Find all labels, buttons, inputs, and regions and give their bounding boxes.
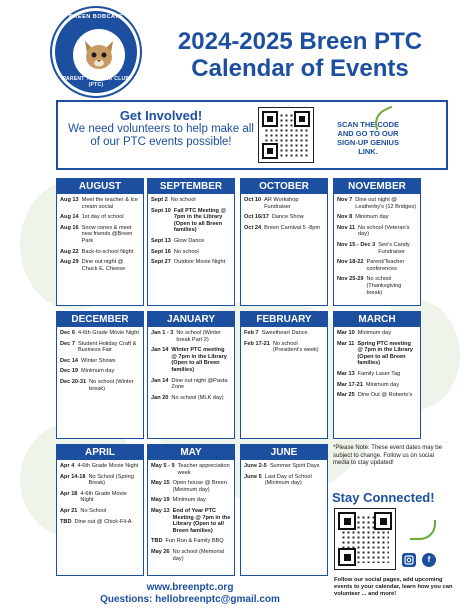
event-item (60, 491, 140, 504)
event-date: Dec 19 (60, 368, 79, 375)
month-header: MARCH (334, 312, 420, 327)
event-text: No school (MLK day) (171, 394, 224, 401)
event-date: Dec 7 (60, 340, 75, 347)
event-text: Dine Out @ Roberto's (357, 392, 413, 399)
event-date: Mar 10 (337, 330, 355, 336)
event-date: Jan 14 (151, 347, 169, 354)
instagram-icon[interactable] (402, 553, 416, 567)
event-item (60, 330, 140, 337)
event-text: Minimum day (355, 214, 389, 221)
event-item (60, 379, 140, 392)
month-header: FEBRUARY (241, 312, 327, 327)
qr-finder (294, 111, 310, 127)
event-item (151, 538, 231, 545)
event-date: Aug 13 (60, 197, 79, 203)
event-date: June 5 (244, 473, 262, 480)
month-header: SEPTEMBER (148, 179, 234, 194)
event-date: Nov 15 - Dec 3 (337, 241, 376, 248)
ptc-logo (52, 8, 140, 96)
event-date: Apr 18 (60, 490, 78, 497)
event-item (244, 463, 324, 470)
month-events (334, 327, 420, 406)
event-date: Dec 20-31 (60, 378, 87, 385)
event-item (60, 225, 140, 245)
month-events (241, 460, 327, 494)
event-date: May 26 (151, 548, 170, 555)
bobcat-mascot-icon (73, 29, 125, 81)
event-text: Outdoor Movie Night (173, 259, 226, 266)
qr-finder (262, 111, 278, 127)
event-item (60, 214, 140, 221)
event-text: No school (Winter break Part 2) (176, 330, 221, 343)
qr-finder (374, 512, 392, 530)
event-date: Feb 7 (244, 330, 259, 336)
event-date: Nov 8 (337, 214, 353, 221)
event-text: 4-6th Grade Movie Night (77, 463, 139, 469)
event-date: Oct 24 (244, 224, 262, 231)
event-text: No School (80, 507, 107, 514)
event-text: 1st day of school (81, 214, 124, 221)
website-link[interactable]: www.breenptc.org (146, 582, 234, 593)
event-date: Jan 1 - 3 (151, 330, 174, 336)
event-date: Nov 18-22 (337, 259, 364, 266)
month-may (147, 444, 235, 576)
logo-top-text: BREEN BOBCATS (68, 14, 124, 20)
event-item (337, 276, 417, 296)
month-events (148, 194, 234, 273)
month-december (56, 311, 144, 439)
event-date: Dec 6 (60, 330, 75, 336)
month-events (148, 327, 234, 408)
event-date: Aug 22 (60, 248, 79, 255)
event-item (151, 378, 231, 391)
month-events (57, 327, 143, 399)
month-february (240, 311, 328, 439)
event-date: Mar 13 (337, 370, 355, 377)
event-date: Nov 25-29 (337, 276, 364, 283)
event-text: No School (Spring Break) (88, 473, 134, 487)
event-item (151, 259, 231, 266)
event-date: Apr 4 (60, 463, 75, 469)
stay-connected-heading: Stay Connected! (332, 490, 435, 505)
month-header: MAY (148, 445, 234, 460)
month-april (56, 444, 144, 576)
event-item (151, 463, 231, 476)
event-date: Nov 7 (337, 197, 353, 203)
event-item (337, 371, 417, 378)
event-item (60, 519, 140, 526)
event-item (337, 382, 417, 389)
event-item (337, 197, 417, 210)
month-november (333, 178, 421, 306)
event-item (337, 341, 417, 367)
social-qr-code[interactable] (334, 508, 396, 570)
event-date: Mar 11 (337, 340, 355, 347)
event-item (151, 508, 231, 534)
arrow-icon (410, 520, 436, 540)
event-date: Aug 16 (60, 224, 79, 231)
month-header: NOVEMBER (334, 179, 420, 194)
event-date: Feb 17-21 (244, 340, 270, 347)
event-date: Sept 2 (151, 197, 168, 203)
event-text: Student Holiday Craft & Business Fair (77, 340, 137, 354)
event-text: Dine out night @ Leatherby's (12 Bridges) (355, 197, 417, 210)
event-date: Aug 14 (60, 214, 79, 221)
event-text: Fun Run & Family BBQ (165, 538, 224, 545)
event-date: Sept 13 (151, 237, 171, 244)
event-item (337, 225, 417, 238)
event-text: Minimum day (81, 368, 115, 375)
month-header: DECEMBER (57, 312, 143, 327)
event-text: 4-6th Grade Movie Night (77, 330, 139, 336)
qr-finder (338, 512, 356, 530)
event-item (151, 330, 231, 343)
event-date: Sept 16 (151, 248, 171, 255)
event-item (151, 497, 231, 504)
event-item (60, 341, 140, 354)
event-text: No school (President's week) (272, 340, 319, 354)
event-date: TBD (60, 518, 72, 525)
event-text: No school (170, 197, 196, 203)
event-date: May 15 (151, 480, 170, 487)
event-date: TBD (151, 538, 163, 545)
event-text: End of Year PTC Meeting @ 7pm in the Library (Open to all Breen families) (172, 507, 231, 534)
event-date: Jan 20 (151, 394, 169, 401)
event-date: May 5 - 9 (151, 463, 175, 469)
month-march (333, 311, 421, 439)
event-text: Meet the teacher & Ice cream social (81, 197, 138, 210)
event-item (244, 197, 324, 210)
event-date: Dec 14 (60, 357, 79, 364)
event-text: No school (173, 248, 199, 255)
event-item (337, 259, 417, 272)
event-text: Fall PTC Meeting @ 7pm in the Library (Open to all Breen families) (173, 207, 226, 234)
month-events (334, 194, 420, 303)
event-item (60, 474, 140, 487)
event-item (337, 214, 417, 221)
event-item (244, 225, 324, 232)
event-text: Breen Carnival 5 -8pm (264, 224, 321, 231)
event-date: Mar 25 (337, 392, 355, 399)
month-september (147, 178, 235, 306)
date-change-note: *Please Note: These event dates may be subject to change. Follow us on social media to stay updated! (333, 445, 442, 466)
get-involved-heading: Get Involved! (119, 108, 203, 123)
month-events (57, 194, 143, 279)
event-item (151, 197, 231, 204)
facebook-letter: f (427, 555, 431, 564)
logo-bottom-text: PARENT TEACHER CLUB (PTC) (62, 76, 130, 88)
scan-code-text: SCAN THE CODE AND GO TO OUR SIGN-UP GENIUS LINK. (336, 120, 400, 156)
event-text: Winter PTC meeting @ 7pm in the Library (Open to all Breen families) (171, 347, 227, 373)
event-item (151, 238, 231, 245)
event-text: Dine out night @Pasta Zone (171, 377, 228, 391)
month-october (240, 178, 328, 306)
event-date: Sept 27 (151, 259, 171, 266)
month-january (147, 311, 235, 439)
event-text: Summer Spirit Days (269, 463, 320, 469)
page-title (150, 28, 450, 82)
event-item (337, 392, 417, 399)
month-header: AUGUST (57, 179, 143, 194)
event-item (151, 347, 231, 373)
event-text: Dine out night @ Chuck E. Cheese (81, 259, 126, 272)
event-date: May 13 (151, 507, 170, 514)
event-text: Open house @ Breen (Minimum day) (172, 480, 227, 493)
event-item (244, 341, 324, 354)
event-item (337, 330, 417, 337)
event-date: June 2-5 (244, 463, 267, 469)
month-header: JANUARY (148, 312, 234, 327)
event-text: No school (Memorial day) (172, 548, 224, 562)
event-item (60, 249, 140, 256)
event-date: Jan 14 (151, 377, 169, 384)
event-text: Minimum day (365, 381, 400, 388)
event-text: Family Laser Tag (357, 370, 401, 377)
event-item (151, 395, 231, 402)
event-item (151, 480, 231, 493)
month-events (241, 327, 327, 361)
event-item (60, 259, 140, 272)
qr-finder (338, 548, 356, 566)
event-text: Sweetheart Dance (261, 330, 308, 336)
event-text: Winter Shows (81, 357, 116, 364)
event-date: May 19 (151, 497, 170, 504)
event-text: Back-to-school Night (81, 248, 134, 255)
event-item (60, 368, 140, 375)
event-text: 4-6th Grade Movie Night (80, 490, 127, 504)
event-text: No school (Winter break) (89, 378, 134, 392)
event-date: Oct 16/17 (244, 214, 269, 221)
event-text: Parent/Teacher conferences (366, 259, 405, 272)
month-events (148, 460, 234, 569)
event-item (244, 330, 324, 337)
event-item (151, 208, 231, 234)
title-line-2: Calendar of Events (191, 55, 409, 82)
event-date: Sept 10 (151, 207, 171, 214)
month-august (56, 178, 144, 306)
event-text: Minimum day (357, 330, 391, 336)
event-item (244, 214, 324, 221)
event-date: Apr 14-18 (60, 473, 86, 480)
event-text: Last Day of School (Minimum day) (264, 473, 312, 487)
event-text: No school (Thanksgiving break) (366, 276, 402, 296)
follow-social-text: Follow our social pages, add upcoming events to your calendar, learn how you can volunteer ... and more! (334, 577, 453, 597)
event-item (60, 463, 140, 470)
signup-qr-code[interactable] (258, 107, 314, 163)
event-text: Glow Dance (173, 237, 205, 244)
qr-finder (262, 143, 278, 159)
month-june (240, 444, 328, 576)
month-header: APRIL (57, 445, 143, 460)
event-text: Dance Show (271, 214, 304, 221)
title-line-1: 2024-2025 Breen PTC (177, 28, 423, 55)
facebook-icon[interactable] (422, 553, 436, 567)
event-text: AR Workshop Fundraiser (264, 197, 299, 210)
event-item (244, 474, 324, 487)
event-text: See's Candy Fundraiser (378, 241, 410, 255)
month-header: OCTOBER (241, 179, 327, 194)
month-events (57, 460, 143, 532)
event-date: Aug 29 (60, 259, 79, 266)
event-text: Dine out @ Chick-Fil-A (74, 518, 132, 525)
event-item (60, 197, 140, 210)
event-date: Apr 21 (60, 507, 78, 514)
event-date: Oct 10 (244, 197, 262, 203)
event-text: No school (Veteran's day) (358, 224, 410, 238)
event-item (60, 358, 140, 365)
get-involved-text: We need volunteers to help make all of our PTC events possible! (68, 123, 254, 148)
questions-email-link[interactable]: Questions: hellobreenptc@gmail.com (100, 594, 280, 605)
event-text: Minimum day (172, 497, 206, 504)
event-text: Teacher appreciation week (177, 463, 230, 476)
event-text: Snow cones & meet new friends @Breen Park (81, 224, 133, 244)
event-item (151, 549, 231, 562)
event-item (337, 242, 417, 255)
event-item (60, 508, 140, 515)
event-text: Spring PTC meeting @ 7pm in the Library (Open to all Breen families) (357, 340, 413, 367)
event-item (151, 249, 231, 256)
month-events (241, 194, 327, 238)
event-date: Nov 11 (337, 224, 356, 231)
month-header: JUNE (241, 445, 327, 460)
event-date: Mar 17-21 (337, 381, 363, 388)
